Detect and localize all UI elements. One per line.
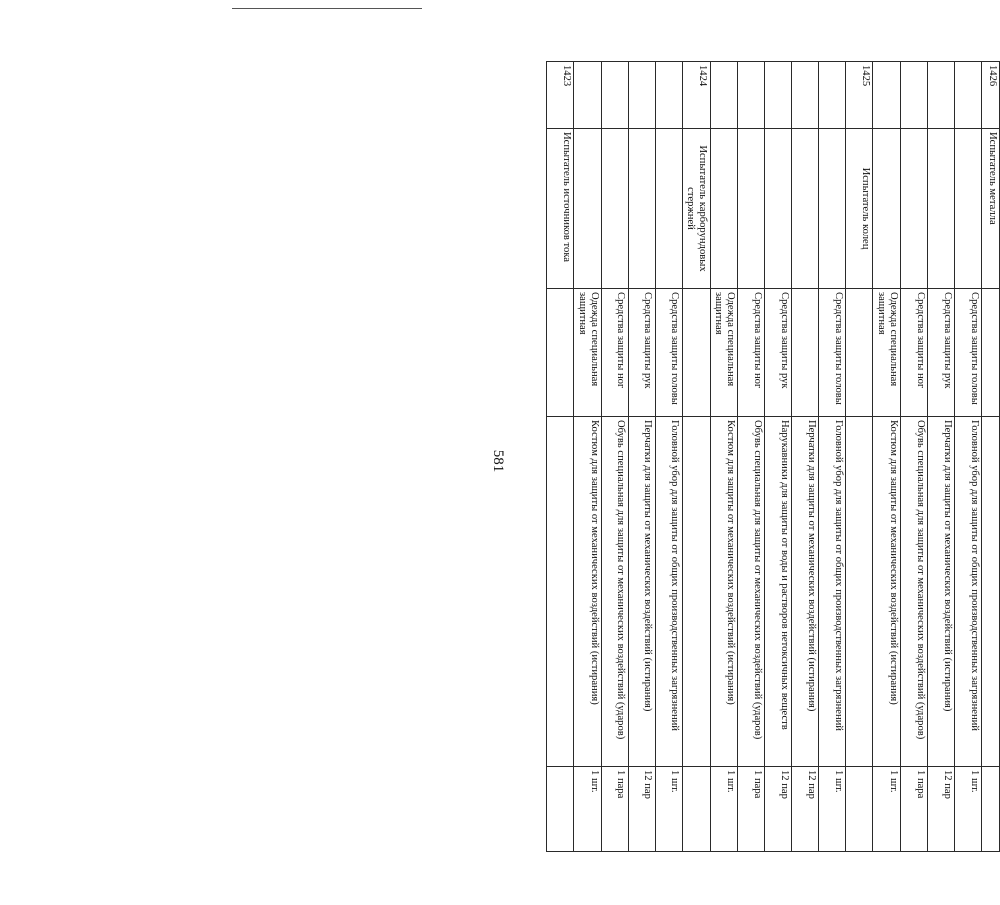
profession-name xyxy=(901,129,928,289)
profession-name xyxy=(955,129,982,289)
ppe-item: Обувь специальная для защиты от механических воздействий (ударов) xyxy=(901,417,928,767)
ppe-quantity: 1 шт. xyxy=(819,767,846,852)
ppe-quantity: 12 пар xyxy=(628,767,655,852)
ppe-group xyxy=(547,289,574,417)
profession-name xyxy=(765,129,792,289)
ppe-group: Средства защиты головы xyxy=(819,289,846,417)
page-number: 581 xyxy=(490,449,506,473)
table-row xyxy=(982,62,1000,852)
table-row xyxy=(738,62,765,852)
table-row xyxy=(792,62,819,852)
profession-number xyxy=(765,62,792,129)
ppe-group: Средства защиты ног xyxy=(601,289,628,417)
profession-name xyxy=(601,129,628,289)
profession-number xyxy=(738,62,765,129)
ppe-group: Одежда специальная защитная xyxy=(710,289,738,417)
table-row xyxy=(655,62,682,852)
profession-number xyxy=(574,62,602,129)
table-row xyxy=(955,62,982,852)
ppe-quantity: 1 шт. xyxy=(873,767,901,852)
rotated-table-container xyxy=(546,61,999,851)
profession-name xyxy=(819,129,846,289)
profession-name xyxy=(710,129,738,289)
ppe-group: Средства защиты головы xyxy=(655,289,682,417)
ppe-group xyxy=(792,289,819,417)
profession-name xyxy=(792,129,819,289)
profession-name xyxy=(873,129,901,289)
table-row xyxy=(846,62,873,852)
ppe-quantity: 1 пара xyxy=(601,767,628,852)
ppe-item: Обувь специальная для защиты от механических воздействий (ударов) xyxy=(601,417,628,767)
profession-number: 1423 xyxy=(547,62,574,129)
ppe-item xyxy=(982,417,1000,767)
ppe-item: Костюм для защиты от механических воздействий (истирания) xyxy=(873,417,901,767)
profession-number xyxy=(628,62,655,129)
profession-name xyxy=(655,129,682,289)
profession-name: Испытатель колец xyxy=(846,129,873,289)
profession-name: Испытатель карборундовых стержней xyxy=(682,129,710,289)
profession-number xyxy=(928,62,955,129)
top-rule xyxy=(232,8,422,9)
ppe-group: Средства защиты рук xyxy=(928,289,955,417)
ppe-group: Средства защиты рук xyxy=(628,289,655,417)
ppe-quantity: 12 пар xyxy=(928,767,955,852)
ppe-quantity xyxy=(982,767,1000,852)
profession-name xyxy=(574,129,602,289)
ppe-item: Перчатки для защиты от механических воздействий (истирания) xyxy=(928,417,955,767)
ppe-quantity: 1 шт. xyxy=(574,767,602,852)
profession-name: Испытатель металла xyxy=(982,129,1000,289)
ppe-item xyxy=(846,417,873,767)
profession-number xyxy=(901,62,928,129)
profession-number xyxy=(655,62,682,129)
ppe-quantity: 12 пар xyxy=(765,767,792,852)
profession-number xyxy=(792,62,819,129)
ppe-group: Одежда специальная защитная xyxy=(574,289,602,417)
ppe-quantity xyxy=(547,767,574,852)
profession-number xyxy=(601,62,628,129)
profession-name: Испытатель источников тока xyxy=(547,129,574,289)
profession-number: 1424 xyxy=(682,62,710,129)
ppe-item: Нарукавники для защиты от воды и растворов нетоксичных веществ xyxy=(765,417,792,767)
table-row xyxy=(574,62,602,852)
ppe-quantity: 1 шт. xyxy=(655,767,682,852)
profession-name xyxy=(928,129,955,289)
ppe-quantity: 12 пар xyxy=(792,767,819,852)
ppe-item: Костюм для защиты от механических воздействий (истирания) xyxy=(710,417,738,767)
ppe-item: Головной убор для защиты от общих производственных загрязнений xyxy=(955,417,982,767)
table-row xyxy=(901,62,928,852)
profession-number: 1425 xyxy=(846,62,873,129)
table-row xyxy=(547,62,574,852)
ppe-group: Средства защиты головы xyxy=(955,289,982,417)
table-row xyxy=(682,62,710,852)
ppe-group: Средства защиты рук xyxy=(765,289,792,417)
profession-number xyxy=(710,62,738,129)
ppe-quantity: 1 пара xyxy=(901,767,928,852)
ppe-group: Средства защиты ног xyxy=(901,289,928,417)
table-row xyxy=(873,62,901,852)
ppe-quantity: 1 пара xyxy=(738,767,765,852)
ppe-item: Перчатки для защиты от механических воздействий (истирания) xyxy=(792,417,819,767)
ppe-group xyxy=(982,289,1000,417)
ppe-quantity: 1 шт. xyxy=(955,767,982,852)
ppe-norms-table xyxy=(546,61,1000,852)
ppe-item: Перчатки для защиты от механических воздействий (истирания) xyxy=(628,417,655,767)
table-row xyxy=(928,62,955,852)
ppe-quantity xyxy=(682,767,710,852)
ppe-group: Средства защиты ног xyxy=(738,289,765,417)
table-row xyxy=(765,62,792,852)
ppe-item: Головной убор для защиты от общих производственных загрязнений xyxy=(655,417,682,767)
ppe-item: Обувь специальная для защиты от механических воздействий (ударов) xyxy=(738,417,765,767)
ppe-group xyxy=(682,289,710,417)
table-row xyxy=(819,62,846,852)
profession-number xyxy=(873,62,901,129)
ppe-item: Головной убор для защиты от общих производственных загрязнений xyxy=(819,417,846,767)
ppe-quantity xyxy=(846,767,873,852)
ppe-group xyxy=(846,289,873,417)
ppe-item: Костюм для защиты от механических воздействий (истирания) xyxy=(574,417,602,767)
profession-number xyxy=(955,62,982,129)
table-row xyxy=(710,62,738,852)
table-row xyxy=(628,62,655,852)
table-row xyxy=(601,62,628,852)
profession-number: 1426 xyxy=(982,62,1000,129)
ppe-item xyxy=(682,417,710,767)
profession-name xyxy=(628,129,655,289)
ppe-quantity: 1 шт. xyxy=(710,767,738,852)
profession-number xyxy=(819,62,846,129)
ppe-group: Одежда специальная защитная xyxy=(873,289,901,417)
profession-name xyxy=(738,129,765,289)
ppe-item xyxy=(547,417,574,767)
